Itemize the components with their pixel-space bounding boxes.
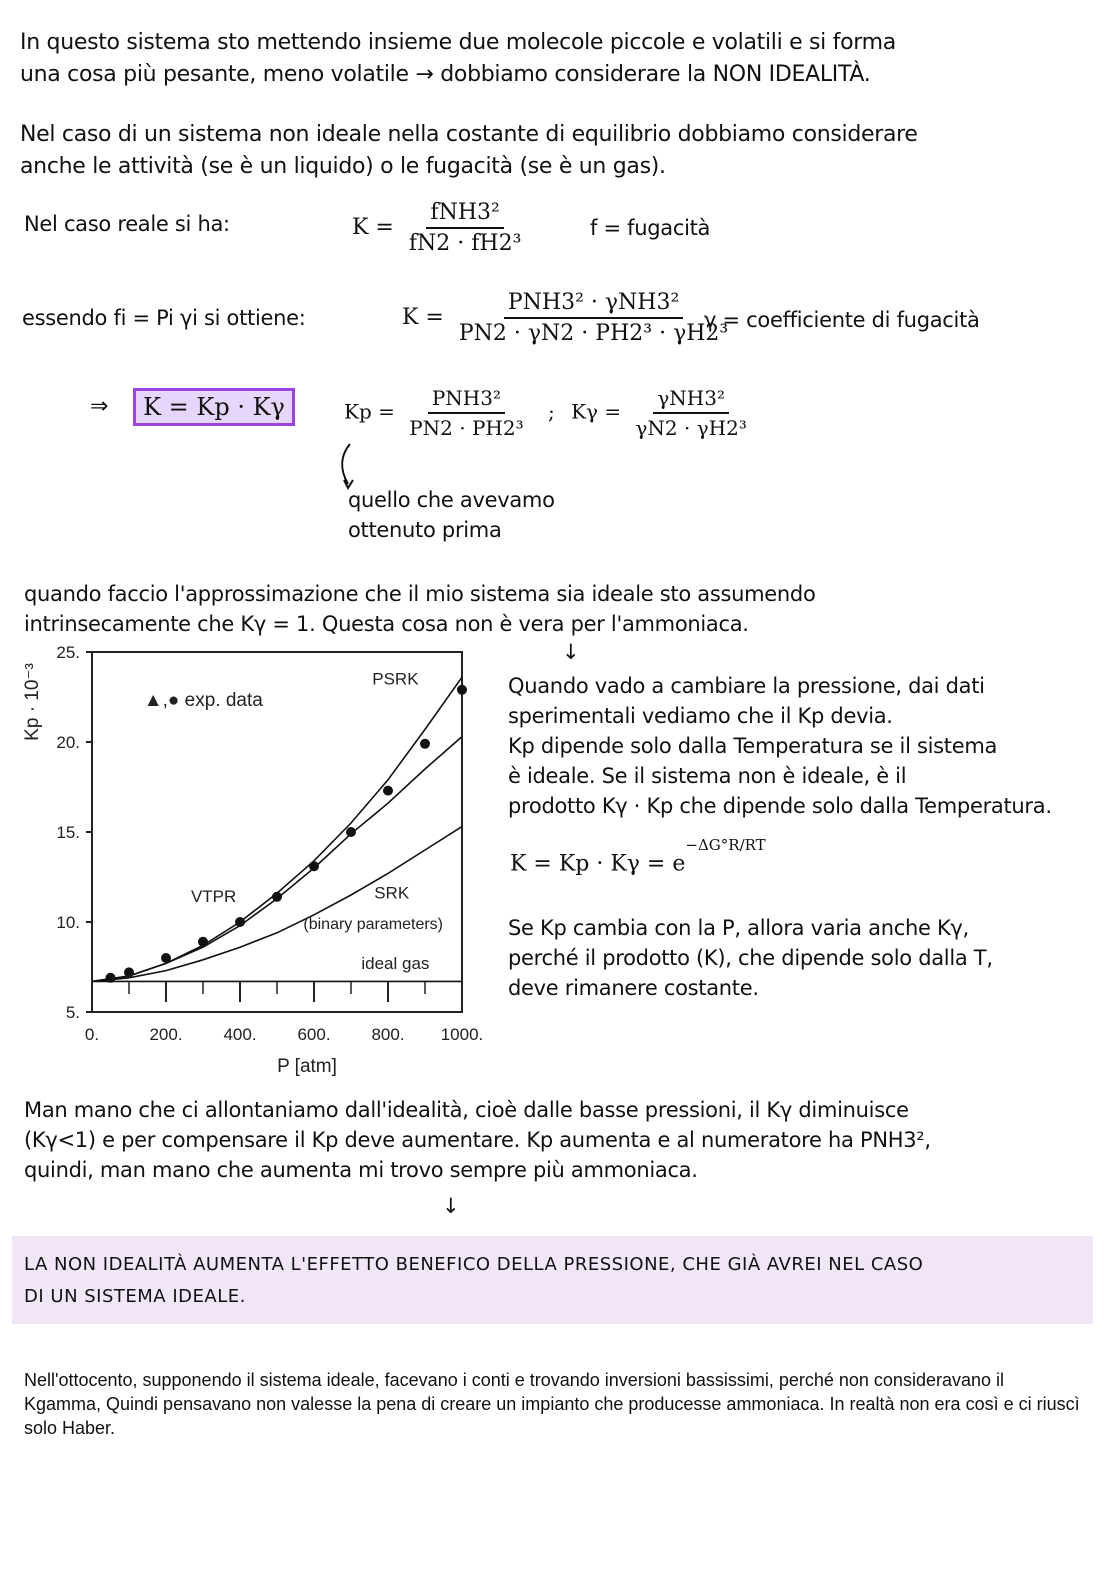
y-axis-label: Kp · 10⁻³ [22,663,43,741]
note-prima-line1: quello che avevamo [348,488,555,512]
y-tick-label: 10. [56,913,80,932]
para2-line2: anche le attività (se è un liquido) o le fugacità (se è un gas). [20,154,666,179]
exp-data-point [161,953,171,963]
gamma-denominator: PN2 · γN2 · PH2³ · γH2³ [458,321,729,346]
x-tick-label: 400. [223,1025,257,1044]
kgamma-denominator: γN2 · γH2³ [635,416,747,440]
highlight-callout [12,1236,1093,1324]
x-axis-label: P [atm] [277,1056,337,1077]
exp-data-point [346,827,356,837]
right-line8: deve rimanere costante. [508,976,759,1000]
exp-data-point [309,861,319,871]
exp-data-point [198,937,208,947]
series-sublabel-srk: (binary parameters) [303,916,444,934]
callout-line1: LA NON IDEALITÀ AUMENTA L'EFFETTO BENEFICO DELLA PRESSIONE, CHE GIÀ AVREI NEL CASO [24,1254,924,1275]
right-line7: perché il prodotto (K), che dipende solo dalla T, [508,946,993,970]
para3-line1: quando faccio l'approssimazione che il mio sistema sia ideale sto assumendo [24,582,816,606]
down-arrow-icon: ↓ [562,640,580,664]
fugacity-denominator: fN2 · fH2³ [408,231,522,256]
series-label-ideal-gas: ideal gas [361,953,430,973]
k-gamma-formula [402,290,736,346]
exp-data-point [272,892,282,902]
right-line2: sperimentali vediamo che il Kp devia. [508,704,893,728]
callout-line2: DI UN SISTEMA IDEALE. [24,1286,246,1307]
right-line5: prodotto Kγ · Kp che dipende solo dalla Temperatura. [508,794,1052,818]
exp-data-point [383,786,393,796]
para2-line1: Nel caso di un sistema non ideale nella costante di equilibrio dobbiamo considerare [20,122,918,147]
implies-arrow: ⇒ [90,394,109,419]
kp-denominator: PN2 · PH2³ [409,416,524,440]
k-equals: K = [352,215,394,240]
k-exp-exponent: −ΔG°R/RT [685,836,766,854]
para1-line2: una cosa più pesante, meno volatile → dobbiamo considerare la NON IDEALITÀ. [20,62,871,87]
exp-data-point [420,739,430,749]
down-arrow-icon-2: ↓ [442,1194,460,1218]
exp-data-point [235,917,245,927]
fugacity-definition: f = fugacità [590,216,711,240]
series-line-psrk [92,677,462,981]
series-line-vtpr [92,737,462,982]
k-exp-lhs: K = Kp · Kγ = e [510,851,686,877]
x-tick-label: 0. [84,1025,100,1044]
fugacity-fraction [405,200,526,256]
kp-numerator: PNH3² [428,386,505,414]
caso-reale-label: Nel caso reale si ha: [24,212,230,236]
note-prima-line2: ottenuto prima [348,518,502,542]
right-line4: è ideale. Se il sistema non è ideale, è il [508,764,907,788]
y-tick-label: 20. [56,733,80,752]
essendo-label: essendo fi = Pi γi si ottiene: [22,306,306,330]
para4-line3: quindi, man mano che aumenta mi trovo sempre più ammoniaca. [24,1158,698,1182]
kgamma-fraction [631,386,750,440]
series-label-psrk: PSRK [372,669,419,689]
exp-data-point [106,973,116,983]
series-label-srk: SRK [374,883,410,903]
x-tick-label: 600. [297,1025,331,1044]
legend-exp-data: ▲,● exp. data [143,690,263,711]
right-line6: Se Kp cambia con la P, allora varia anche Kγ, [508,916,969,940]
fugacity-numerator: fNH3² [426,200,503,229]
gamma-definition: γ = coefficiente di fugacità [704,308,980,332]
gamma-fraction [455,290,732,346]
y-tick-label: 5. [65,1003,80,1022]
kgamma-lhs: Kγ = [571,399,622,424]
para4-line1: Man mano che ci allontaniamo dall'idealità, cioè dalle basse pressioni, il Kγ diminuisce [24,1098,909,1122]
kgamma-numerator: γNH3² [653,386,729,414]
para3-line2: intrinsecamente che Kγ = 1. Questa cosa non è vera per l'ammoniaca. [24,612,749,636]
right-line3: Kp dipende solo dalla Temperatura se il sistema [508,734,998,758]
kp-separator: ; [547,399,555,424]
kp-fraction [405,386,527,440]
exp-data-point [124,967,134,977]
k-fugacity-formula [352,200,529,256]
typed-note: Nell'ottocento, supponendo il sistema ideale, facevano i conti e trovando inversioni bassissimi, perché non consideravano il Kgamma, Quindi pensavano non valesse la pena di creare un impianto che producesse ammoniaca. In realtà non era così e ci riuscì solo Haber. [24,1370,1080,1438]
para4-line2: (Kγ<1) e per compensare il Kp deve aumentare. Kp aumenta e al numeratore ha PNH3², [24,1128,931,1152]
right-line1: Quando vado a cambiare la pressione, dai dati [508,674,985,698]
gamma-numerator: PNH3² · γNH3² [504,290,683,319]
para1-line1: In questo sistema sto mettendo insieme due molecole piccole e volatili e si forma [20,30,896,55]
boxed-k-formula: K = Kp · Kγ [133,388,295,426]
exp-data-point [457,685,467,695]
kp-definition [344,386,755,440]
x-tick-label: 200. [149,1025,183,1044]
kp-vs-pressure-chart [0,640,500,1080]
k-equals-2: K = [402,305,444,330]
kp-lhs: Kp = [344,399,395,424]
x-tick-label: 1000. [440,1025,484,1044]
y-tick-label: 15. [56,823,80,842]
y-tick-label: 25. [56,643,80,662]
series-label-vtpr: VTPR [190,887,237,907]
x-tick-label: 800. [371,1025,405,1044]
